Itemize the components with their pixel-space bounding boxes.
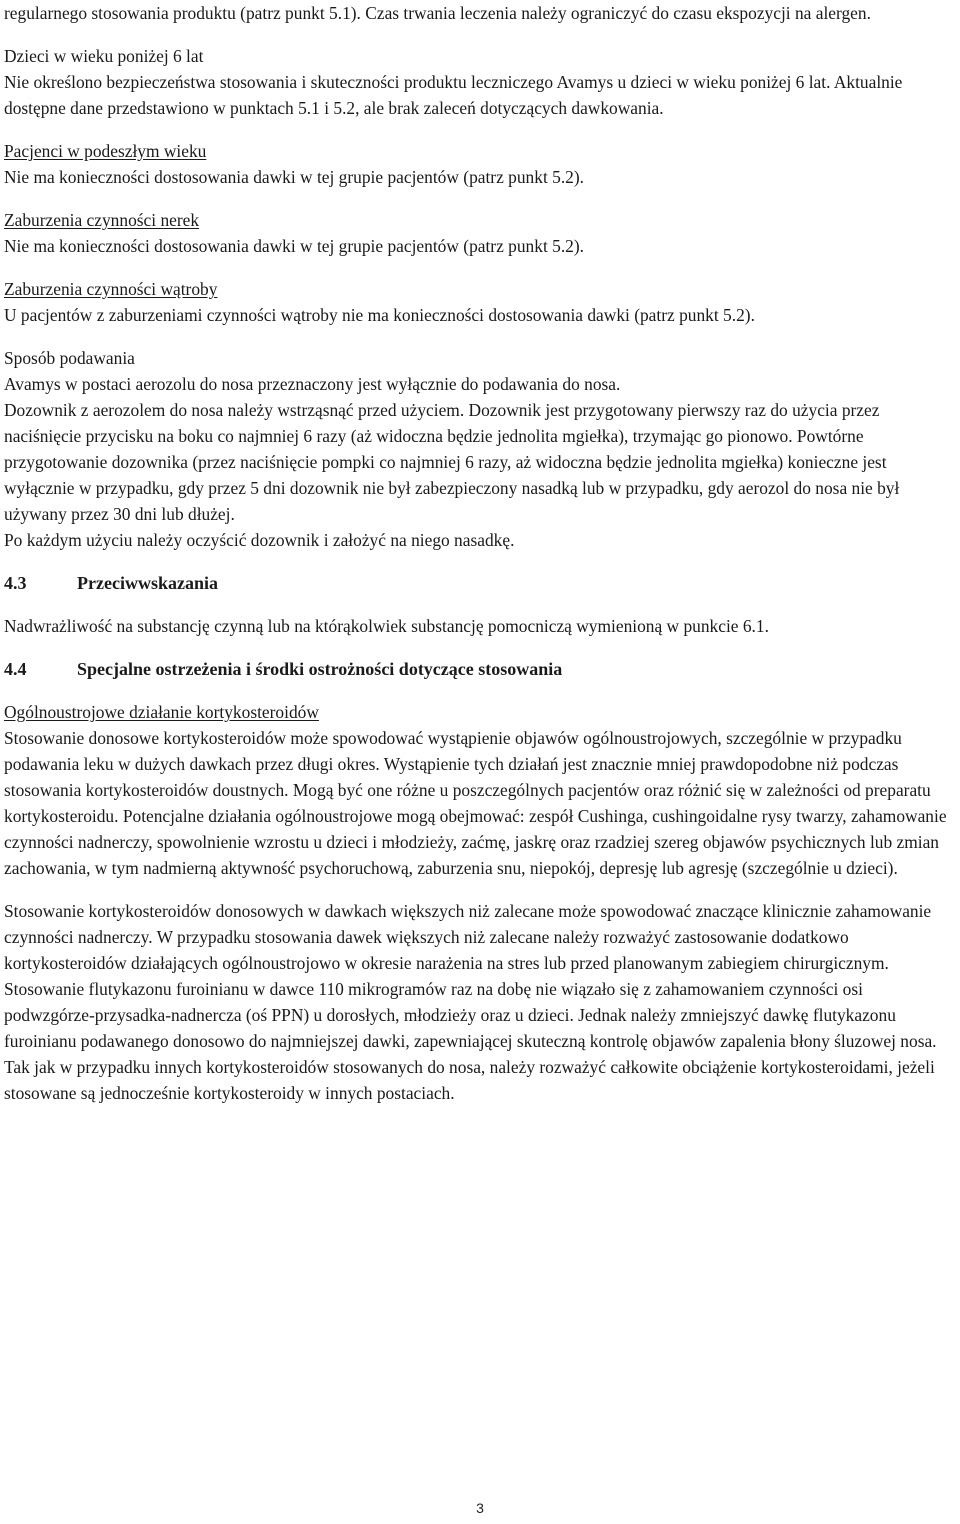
- section-4-3: [4, 570, 954, 639]
- section-4-3-text: Nadwrażliwość na substancję czynną lub na którąkolwiek substancję pomocniczą wymienioną w punkcie 6.1.: [4, 616, 769, 636]
- section-4-4-heading: [4, 656, 954, 682]
- section-4-4-title: Specjalne ostrzeżenia i środki ostrożności dotyczące stosowania: [77, 659, 563, 679]
- children-text: Nie określono bezpieczeństwa stosowania i skuteczności produktu leczniczego Avamys u dzieci w wieku poniżej 6 lat. Aktualnie dostępne dane przedstawiono w punktach 5.1 i 5.2, ale brak zaleceń dotyczących dawkowania.: [4, 72, 903, 118]
- hepatic-text: U pacjentów z zaburzeniami czynności wątroby nie ma konieczności dostosowania dawki (patrz punkt 5.2).: [4, 305, 755, 325]
- administration-line-1: Avamys w postaci aerozolu do nosa przeznaczony jest wyłącznie do podawania do nosa.: [4, 374, 621, 394]
- renal-section: [4, 207, 954, 259]
- section-4-3-number: 4.3: [4, 573, 27, 593]
- elderly-section: [4, 138, 954, 190]
- systemic-effects-subheading: Ogólnoustrojowe działanie kortykosteroidów: [4, 702, 319, 722]
- administration-section: [4, 345, 954, 553]
- systemic-effects-paragraph-1: Stosowanie donosowe kortykosteroidów może spowodować wystąpienie objawów ogólnoustrojowych, szczególnie w przypadku podawania leku w dużych dawkach przez długi okres. Wystąpienie tych działań jest znacznie mniej prawdopodobne niż podczas stosowania kortykosteroidów doustnych. Mogą być one różne u poszczególnych pacjentów oraz różnić się w zależności od preparatu kortykosteroidu. Potencjalne działania ogólnoustrojowe mogą obejmować: zespół Cushinga, cushingoidalne rysy twarzy, zahamowanie czynności nadnerczy, spowolnienie wzrostu u dzieci i młodzieży, zaćmę, jaskrę oraz rzadziej szereg objawów psychicznych lub zmian zachowania, w tym nadmierną aktywność psychoruchową, zaburzenia snu, niepokój, depresję lub agresję (szczególnie u dzieci).: [4, 728, 947, 878]
- document-page: [4, 0, 954, 1106]
- section-4-3-heading: [4, 570, 954, 596]
- administration-line-2: Dozownik z aerozolem do nosa należy wstrząsnąć przed użyciem. Dozownik jest przygotowany pierwszy raz do użycia przez naciśnięcie przycisku na boku co najmniej 6 razy (aż widoczna będzie jednolita mgiełka), trzymając go pionowo. Powtórne przygotowanie dozownika (przez naciśnięcie pompki co najmniej 6 razy, aż widoczna będzie jednolita mgiełka) konieczne jest wyłącznie w przypadku, gdy przez 5 dni dozownik nie był zabezpieczony nasadką lub w przypadku, gdy aerozol do nosa nie był używany przez 30 dni lub dłużej.: [4, 400, 900, 524]
- children-heading: Dzieci w wieku poniżej 6 lat: [4, 46, 204, 66]
- renal-heading: Zaburzenia czynności nerek: [4, 210, 200, 230]
- section-4-3-title: Przeciwwskazania: [77, 573, 218, 593]
- children-section: [4, 43, 954, 121]
- administration-heading: Sposób podawania: [4, 348, 135, 368]
- elderly-heading: Pacjenci w podeszłym wieku: [4, 141, 207, 161]
- administration-line-3: Po każdym użyciu należy oczyścić dozownik i założyć na niego nasadkę.: [4, 530, 515, 550]
- section-4-4-number: 4.4: [4, 659, 27, 679]
- page-number: 3: [476, 1500, 484, 1516]
- hepatic-heading: Zaburzenia czynności wątroby: [4, 279, 218, 299]
- systemic-effects-paragraph-2: Stosowanie kortykosteroidów donosowych w dawkach większych niż zalecane może spowodować znaczące klinicznie zahamowanie czynności nadnerczy. W przypadku stosowania dawek większych niż zalecane należy rozważyć zastosowanie dodatkowo kortykosteroidów działających ogólnoustrojowo w okresie narażenia na stres lub przed planowanym zabiegiem chirurgicznym. Stosowanie flutykazonu furoinianu w dawce 110 mikrogramów raz na dobę nie wiązało się z zahamowaniem czynności osi podwzgórze-przysadka-nadnercza (oś PPN) u dorosłych, młodzieży oraz u dzieci. Jednak należy zmniejszyć dawkę flutykazonu furoinianu podawanego donosowo do najmniejszej dawki, zapewniającej skuteczną kontrolę objawów zapalenia błony śluzowej nosa. Tak jak w przypadku innych kortykosteroidów stosowanych do nosa, należy rozważyć całkowite obciążenie kortykosteroidami, jeżeli stosowane są jednocześnie kortykosteroidy w innych postaciach.: [4, 901, 937, 1103]
- hepatic-section: [4, 276, 954, 328]
- renal-text: Nie ma konieczności dostosowania dawki w tej grupie pacjentów (patrz punkt 5.2).: [4, 236, 585, 256]
- top-paragraph: regularnego stosowania produktu (patrz punkt 5.1). Czas trwania leczenia należy ograniczyć do czasu ekspozycji na alergen.: [4, 3, 871, 23]
- section-4-4: [4, 656, 954, 1106]
- elderly-text: Nie ma konieczności dostosowania dawki w tej grupie pacjentów (patrz punkt 5.2).: [4, 167, 585, 187]
